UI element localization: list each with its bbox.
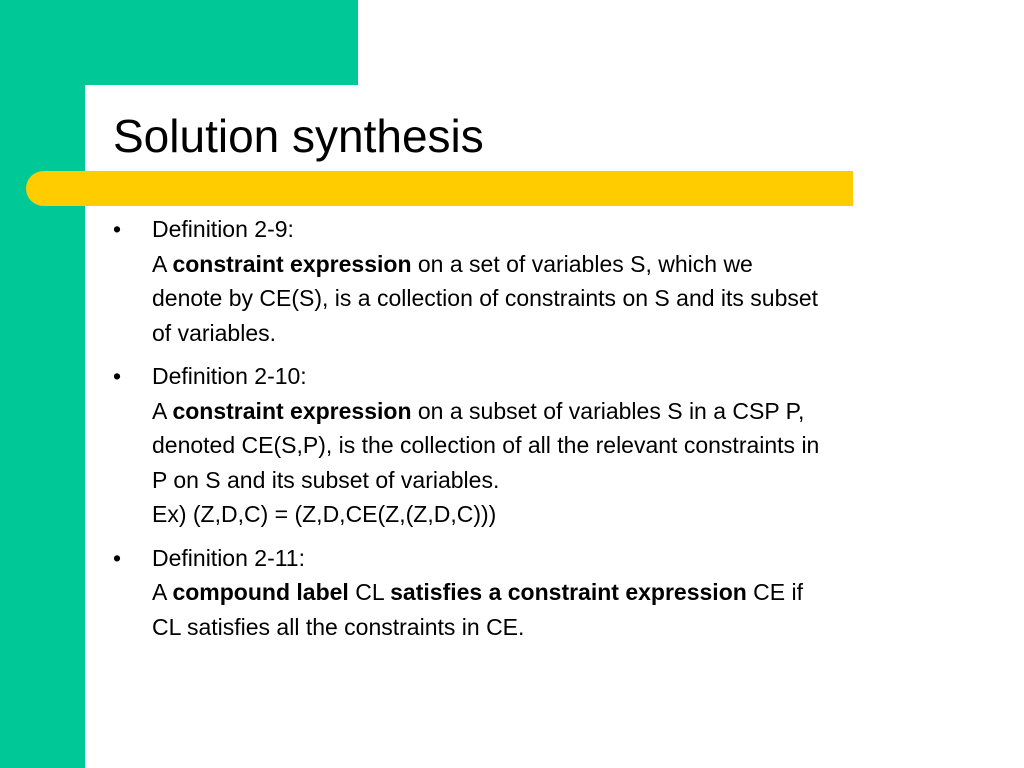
definition-heading: Definition 2-10: bbox=[152, 363, 307, 389]
definition-heading: Definition 2-11: bbox=[152, 544, 305, 571]
definition-line bbox=[152, 247, 993, 282]
bullet-icon: • bbox=[113, 544, 122, 571]
text-run: CL satisfies all the constraints in CE. bbox=[152, 613, 525, 640]
definition-line bbox=[152, 575, 993, 610]
text-run: P on S and its subset of variables. bbox=[152, 466, 500, 493]
definition-line bbox=[152, 316, 993, 351]
definition-line bbox=[152, 463, 993, 498]
text-run: denoted CE(S,P), is the collection of all the relevant constraints in bbox=[152, 432, 820, 458]
bold-term: constraint expression bbox=[172, 250, 412, 277]
text-run: on a subset of variables S in a CSP P, bbox=[411, 397, 805, 424]
text-run: of variables. bbox=[152, 319, 277, 346]
definition-line bbox=[152, 281, 993, 316]
bullet-icon: • bbox=[113, 216, 122, 242]
bullet-icon: • bbox=[113, 363, 122, 389]
text-run: CE if bbox=[746, 579, 804, 605]
bold-term: constraint expression bbox=[172, 397, 412, 424]
bold-term: compound label bbox=[172, 579, 349, 605]
text-run: Ex) (Z,D,C) = (Z,D,CE(Z,(Z,D,C))) bbox=[152, 501, 497, 527]
text-run: A bbox=[152, 579, 173, 605]
definition-heading: Definition 2-9: bbox=[152, 216, 294, 242]
definition-list bbox=[113, 212, 993, 653]
text-run: CL bbox=[348, 579, 391, 605]
definition-item bbox=[113, 212, 993, 350]
teal-left-band bbox=[0, 0, 85, 768]
slide-title: Solution synthesis bbox=[113, 110, 484, 162]
definition-item bbox=[113, 541, 993, 645]
yellow-accent-bar bbox=[26, 171, 853, 206]
example-line bbox=[152, 497, 993, 532]
text-run: denote by CE(S), is a collection of constraints on S and its subset bbox=[152, 285, 819, 311]
text-run: A bbox=[152, 250, 173, 277]
definition-line bbox=[152, 428, 993, 463]
text-run: on a set of variables S, which we bbox=[411, 250, 753, 277]
bold-term: satisfies a constraint expression bbox=[390, 579, 747, 605]
text-run: A bbox=[152, 397, 173, 424]
definition-line bbox=[152, 610, 993, 645]
definition-item bbox=[113, 359, 993, 532]
definition-line bbox=[152, 394, 993, 429]
